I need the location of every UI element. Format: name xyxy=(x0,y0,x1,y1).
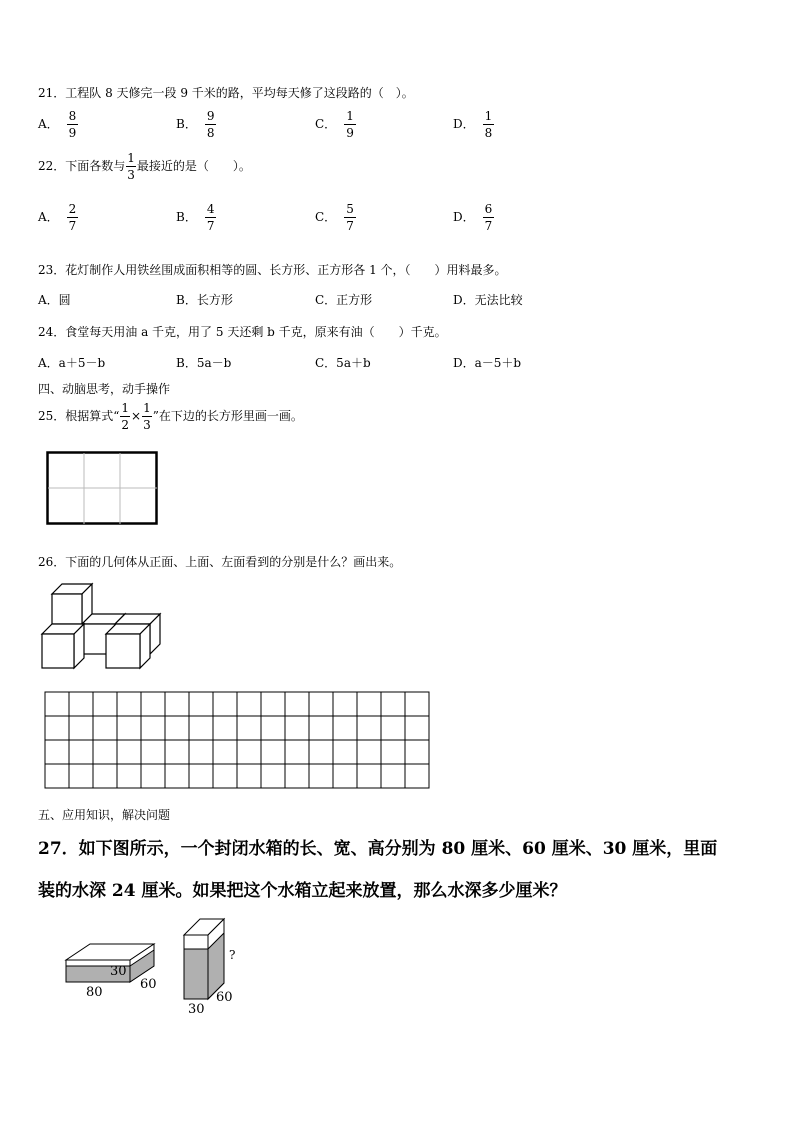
fraction: $\frac{9}{8}$ xyxy=(206,109,215,140)
fraction: $\frac{4}{7}$ xyxy=(206,202,215,233)
flat-tank-height-label: 30 xyxy=(110,964,127,979)
q22-option-d[interactable] xyxy=(453,203,494,232)
question-25 xyxy=(38,402,303,431)
option-label: C． xyxy=(315,117,337,131)
q21-option-d[interactable] xyxy=(453,110,494,139)
option-label: D． xyxy=(453,210,475,224)
section-heading-5: 五、应用知识，解决问题 xyxy=(38,808,171,822)
q24-option-b[interactable]: B．5a－b xyxy=(176,356,232,370)
q22-option-a[interactable] xyxy=(38,203,78,232)
option-label: B． xyxy=(176,117,197,131)
fraction: $\frac{1}{3}$ xyxy=(143,401,151,432)
fraction: $\frac{1}{2}$ xyxy=(121,401,130,432)
question-27-line2: 装的水深 24 厘米。如果把这个水箱立起来放置，那么水深多少厘米？ xyxy=(38,881,567,901)
question-21: 21．工程队 8 天修完一段 9 千米的路，平均每天修了这段路的（ ）。 xyxy=(38,86,414,100)
answer-grid[interactable] xyxy=(44,691,432,791)
q21-option-c[interactable] xyxy=(315,110,356,139)
fraction: $\frac{1}{3}$ xyxy=(127,151,135,182)
option-label: A． xyxy=(38,210,59,224)
q22-option-b[interactable] xyxy=(176,203,216,232)
option-label: B． xyxy=(176,210,197,224)
fraction: $\frac{6}{7}$ xyxy=(484,202,493,233)
q21-option-a[interactable] xyxy=(38,110,78,139)
q23-option-b[interactable]: B．长方形 xyxy=(176,293,233,307)
q23-option-a[interactable]: A．圆 xyxy=(38,293,71,307)
q24-option-a[interactable]: A．a＋5－b xyxy=(38,356,106,370)
flat-tank-length-label: 80 xyxy=(86,985,103,1000)
q23-option-c[interactable]: C．正方形 xyxy=(315,293,373,307)
upright-tank-width-label: 60 xyxy=(216,990,233,1005)
fraction: $\frac{2}{7}$ xyxy=(68,202,77,233)
question-23: 23．花灯制作人用铁丝围成面积相等的圆、长方形、正方形各 1 个，（ ）用料最多。 xyxy=(38,263,507,277)
question-26: 26．下面的几何体从正面、上面、左面看到的分别是什么？画出来。 xyxy=(38,555,402,569)
q24-option-d[interactable]: D．a－5＋b xyxy=(453,356,522,370)
option-label: A． xyxy=(38,117,59,131)
fraction: $\frac{1}{9}$ xyxy=(346,109,354,140)
question-text: 22．下面各数与 xyxy=(38,159,126,173)
question-text: 25．根据算式“ xyxy=(38,409,120,423)
option-label: D． xyxy=(453,117,475,131)
question-text: ”在下边的长方形里画一画。 xyxy=(152,409,303,423)
question-22 xyxy=(38,152,251,181)
fraction: $\frac{5}{7}$ xyxy=(346,202,354,233)
cube-figure xyxy=(40,578,165,673)
fraction: $\frac{1}{8}$ xyxy=(484,109,493,140)
drawing-rectangle[interactable] xyxy=(46,451,159,526)
times-sign: × xyxy=(131,409,142,423)
q23-option-d[interactable]: D．无法比较 xyxy=(453,293,523,307)
section-heading-4: 四、动脑思考，动手操作 xyxy=(38,382,171,396)
q24-option-c[interactable]: C．5a＋b xyxy=(315,356,371,370)
question-27-line1: 27．如下图所示，一个封闭水箱的长、宽、高分别为 80 厘米、60 厘米、30 厘米，里面 xyxy=(38,839,718,859)
q21-option-b[interactable] xyxy=(176,110,216,139)
q22-option-c[interactable] xyxy=(315,203,356,232)
option-label: C． xyxy=(315,210,337,224)
flat-tank-width-label: 60 xyxy=(140,977,157,992)
question-24: 24．食堂每天用油 a 千克，用了 5 天还剩 b 千克，原来有油（ ）千克。 xyxy=(38,325,447,339)
upright-tank-unknown-label: ? xyxy=(229,948,236,962)
fraction: $\frac{8}{9}$ xyxy=(68,109,77,140)
upright-tank-base-label: 30 xyxy=(188,1002,205,1017)
question-text: 最接近的是（ ）。 xyxy=(136,159,251,173)
